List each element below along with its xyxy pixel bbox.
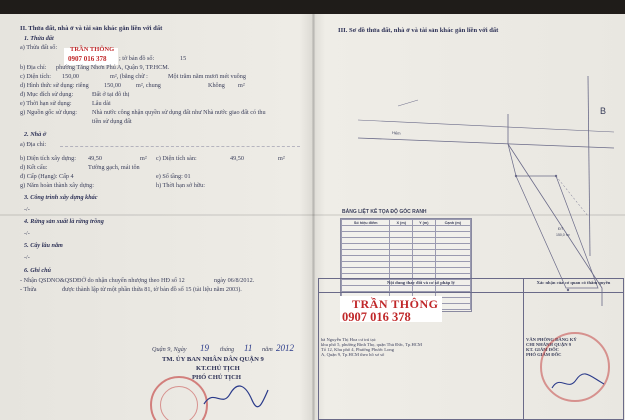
confirm-line-3: KT. GIÁM ĐỐC (526, 347, 559, 352)
structure-label: d) Kết cấu: (20, 164, 48, 171)
floor-count: e) Số tầng: 01 (156, 173, 191, 180)
coordinate-table-title: BẢNG LIỆT KÊ TỌA ĐỘ GÓC RANH (342, 209, 427, 215)
map-label-area: 150,0 m² (556, 233, 570, 237)
section-5-title: 5. Cây lâu năm (24, 242, 63, 249)
confirm-line-2: CHI NHÁNH QUẬN 9 (526, 342, 572, 347)
floor-area-value: 49,50 (230, 155, 244, 162)
section-3-empty: -/- (24, 206, 30, 213)
map-label-plot: ĐT (558, 226, 564, 231)
section-6-title: 6. Ghi chú (24, 267, 51, 274)
map-label-b: B (600, 106, 607, 116)
authority-line: TM. ỦY BAN NHÂN DÂN QUẬN 9 (162, 356, 264, 363)
confirm-line-1: VĂN PHÒNG ĐĂNG KÝ (526, 337, 577, 342)
coord-header-x: X (m) (390, 220, 413, 226)
house-grade: đ) Cấp (Hạng): Cấp 4 (20, 173, 74, 180)
coord-header-y: Y (m) (413, 220, 436, 226)
floor-area-unit: m² (278, 155, 285, 162)
signature-left (200, 382, 270, 412)
note-1-date: ngày 06/8/2012. (214, 277, 255, 284)
issue-day: 19 (200, 343, 209, 353)
center-fold (312, 14, 315, 420)
changes-header-content: Nội dung thay đổi và cơ sở pháp lý (319, 279, 524, 293)
build-area-unit: m² (140, 155, 147, 162)
build-area-label: b) Diện tích xây dựng: (20, 155, 76, 162)
address-value: phường Tăng Nhơn Phú A, Quận 9, TP.HCM. (56, 64, 170, 71)
section-4-empty: -/- (24, 230, 30, 237)
floor-area-label: c) Diện tích sàn: (156, 155, 197, 162)
issue-year: 2012 (276, 343, 294, 353)
house-address-blank (60, 146, 300, 147)
map-sheet-number: 15 (180, 55, 187, 62)
parcel-number-label: a) Thửa đất số: (20, 44, 58, 51)
map-label-road: Hẻm (391, 130, 401, 136)
section-1-title: 1. Thửa đất (24, 35, 54, 42)
map-sheet-label: ; tờ bản đồ số: (119, 55, 155, 62)
section-4-title: 4. Rừng sản xuất là rừng trồng (24, 218, 104, 225)
coord-header-edge: Cạnh (m) (435, 220, 470, 226)
watermark-name-small: TRẦN THÔNG (70, 46, 115, 53)
area-words: Một trăm năm mươi mét vuông (168, 73, 246, 80)
area-unit: m², (bằng chữ : (110, 73, 148, 80)
issue-year-label: năm (262, 346, 273, 353)
watermark-phone-large: 0907 016 378 (342, 310, 411, 324)
coord-header-point: Số hiệu điểm (342, 220, 390, 226)
changes-body-2: khu phố 5, phường Bình Thọ, quận Thủ Đức, Tp.HCM (321, 342, 422, 347)
watermark-phone-small: 0907 016 378 (68, 55, 107, 63)
right-page-heading: III. Sơ đồ thửa đất, nhà ở và tài sản khác gắn liền với đất (338, 27, 499, 34)
term-label: e) Thời hạn sử dụng: (20, 100, 72, 107)
issue-month: 11 (244, 343, 253, 353)
ownership-term-label: h) Thời hạn sở hữu: (156, 182, 205, 189)
land-certificate-document (0, 14, 625, 420)
usage-common-unit: m² (238, 82, 245, 89)
area-value: 150,00 (62, 73, 80, 80)
section-2-title: 2. Nhà ở (24, 131, 47, 138)
usage-private-value: 150,00 (104, 82, 122, 89)
build-area-value: 49,50 (88, 155, 102, 162)
address-label: b) Địa chỉ: (20, 64, 47, 71)
section-3-title: 3. Công trình xây dựng khác (24, 194, 98, 201)
section-5-empty: -/- (24, 254, 30, 261)
signature-right (548, 370, 608, 396)
confirm-line-4: PHÓ GIÁM ĐỐC (526, 352, 562, 357)
term-value: Lâu dài (92, 100, 111, 107)
watermark-name-large: TRẦN THÔNG (352, 297, 439, 311)
changes-header-confirm: Xác nhận của cơ quan có thẩm quyền (524, 279, 624, 293)
changes-body-1: bà Nguyễn Thị Hoa cư trú tại: (321, 337, 377, 342)
origin-value-1: Nhà nước công nhận quyền sử dụng đất như Nhà nước giao đất có thu (92, 109, 266, 116)
note-2: - Thửa (20, 286, 37, 293)
signer-role: KT.CHỦ TỊCH (196, 365, 240, 372)
official-red-seal-inner (160, 386, 198, 420)
usage-common-value: Không (208, 82, 225, 89)
usage-private-unit: m², chung (136, 82, 161, 89)
usage-form-label: d) Hình thức sử dụng: riêng (20, 82, 89, 89)
note-1: - Nhận QSDNO&QSDĐỞ do nhận chuyển nhượng theo HĐ số 12 (20, 277, 185, 284)
completion-year-label: g) Năm hoàn thành xây dựng: (20, 182, 94, 189)
issue-place: Quận 9, Ngày (152, 346, 187, 353)
changes-body-3: Tổ 12, Khu phố 4, Phường Phước Long (321, 347, 395, 352)
purpose-value: Đất ở tại đô thị (92, 91, 130, 98)
issue-month-label: tháng (220, 346, 235, 353)
purpose-label: đ) Mục đích sử dụng: (20, 91, 74, 98)
house-address-label: a) Địa chỉ: (20, 141, 47, 148)
area-label: c) Diện tích: (20, 73, 51, 80)
origin-label: g) Nguồn gốc sử dụng: (20, 109, 77, 116)
changes-body-4: A, Quận 9, Tp.HCM theo hồ sơ số (321, 352, 385, 357)
note-2-rest: được thành lập từ một phần thửa 81, tờ bản đồ số 15 (tài liệu năm 2003). (62, 286, 242, 293)
origin-value-2: tiền sử dụng đất (92, 118, 132, 125)
structure-value: Tường gạch, mái tôn (88, 164, 140, 171)
signer-title: PHÓ CHỦ TỊCH (192, 374, 241, 381)
left-page-heading: II. Thửa đất, nhà ở và tài sản khác gắn liền với đất (20, 25, 163, 32)
